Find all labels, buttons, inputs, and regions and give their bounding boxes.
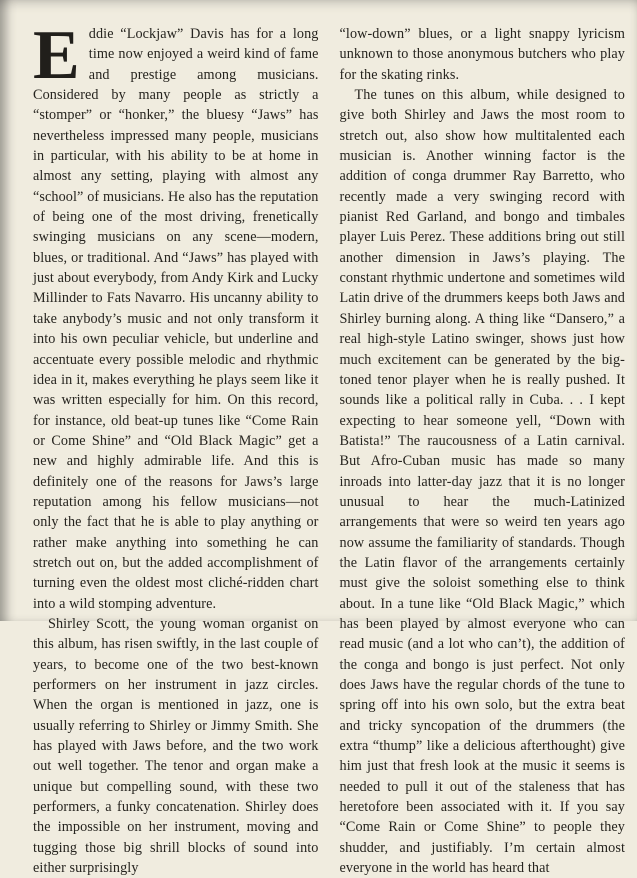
left-column	[33, 17, 319, 878]
two-column-layout	[33, 17, 625, 878]
shirley-scott-paragraph: Shirley Scott, the young woman organist on this album, has risen swiftly, in the last couple of years, to become one of the two best-known performers on her instrument in jazz circles. When the organ is mentioned in jazz, one is usually referring to Shirley or Jimmy Smith. She has played with Jaws before, and the two work out well together. The tenor and organ make a unique but compelling sound, with these two performers, a funky concatenation. Shirley does the impossible on her instrument, moving and tugging those big shrill blocks of sound into either surprisingly	[33, 615, 319, 877]
opening-paragraph-text: ddie “Lockjaw” Davis has for a long time now enjoyed a weird kind of fame and prestige among musicians. Considered by many people as strictly a “stomper” or “honker,” the bluesy “Jaws” has nevertheless impressed many people, musicians in particular, with his ability to be at home in almost any setting, playing with almost any “school” of musicians. He also has the reputation of being one of the most driving, frenetically swinging musicians on any scene—modern, blues, or traditional. And “Jaws” has played with just about everybody, from Andy Kirk and Lucky Millinder to Fats Navarro. His uncanny ability to take anybody’s music and not only transform it into his own peculiar vehicle, but underline and accentuate every possible melodic and rhythmic idea in it, makes everything he plays seem like it was written especially for him. On this record, for instance, old beat-up tunes like “Come Rain or Come Shine” and “Old Black Magic” get a new and highly admirable life. And this is definitely one of the reasons for Jaws’s large reputation among his fellow musicians—not only the fact that he is able to play anything or rather make anything into something he can stretch out on, but the added accomplishment of turning even the oldest most cliché-ridden chart into a wild stomping adventure.	[33, 26, 319, 612]
tunes-paragraph: The tunes on this album, while designed to give both Shirley and Jaws the most room to stretch out, also show how multitalented each musician is. Another winning factor is the addition of conga drummer Ray Barretto, who recently made a very swinging record with pianist Red Garland, and bongo and timbales player Luis Perez. These additions bring out still another dimension in Jaws’s playing. The constant rhythmic undertone and sometimes wild Latin drive of the drummers keeps both Jaws and Shirley burning along. A thing like “Dansero,” a real high-style Latino swinger, shows just how much excitement can be generated by the big-toned tenor player when he is really pushed. It sounds like a political rally in Cuba. . . I kept expecting to hear someone yell, “Down with Batista!” The raucousness of a Latin carnival. But Afro-Cuban music has made so many inroads into latter-day jazz that it is no longer unusual to hear the much-Latinized arrangements that were so weird ten years ago now assume the familiarity of standards. Though the Latin flavor of the arrangements certainly must give the soloist something else to think about. In a tune like “Old Black Magic,” which has been played by almost everyone who can read music (and a lot who can’t), the addition of the conga and bongo is just perfect. Not only does Jaws have the regular chords of the tune to spring off into his own solo, but the extra beat and tricky syncopation of the drummers (the extra “thump” like a delicious afterthought) give him just that fresh look at the music it seems is needed to pull it out of the staleness that has heretofore been associated with it. If you say “Come Rain or Come Shine” to people they shudder, and justifiably. I’m certain almost everyone in the world has heard that	[339, 87, 625, 877]
continuation-paragraph: “low-down” blues, or a light snappy lyricism unknown to those anonymous butchers who play for the skating rinks.	[339, 26, 625, 83]
right-column	[340, 24, 626, 878]
opening-paragraph	[33, 17, 319, 614]
drop-cap-letter: E	[33, 17, 80, 94]
